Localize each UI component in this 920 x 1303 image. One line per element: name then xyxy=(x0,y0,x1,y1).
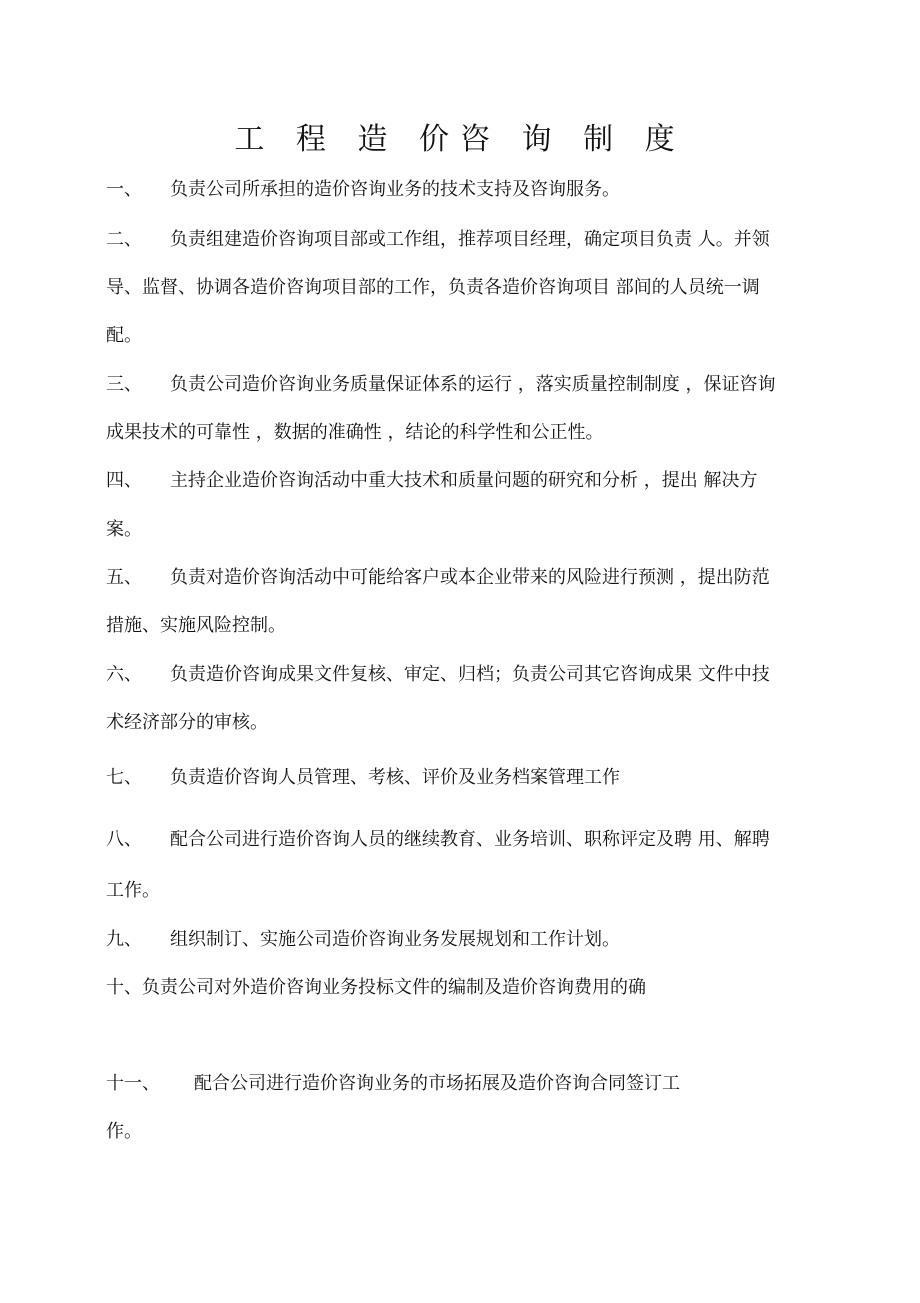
item-3-line-2: 成果技术的可靠性 ，数据的准确性 ，结论的科学性和公正性。 xyxy=(106,422,604,443)
item-5-line-2: 措施、实施风险控制。 xyxy=(106,615,286,636)
item-text: 负责造价咨询人员管理、考核、评价及业务档案管理工作 xyxy=(170,767,620,788)
item-text: 配合公司进行造价咨询业务的市场拓展及造价咨询合同签订工 xyxy=(194,1073,680,1094)
item-11-line-1 xyxy=(106,1071,680,1097)
item-number: 二、 xyxy=(106,229,142,250)
item-8-line-2: 工作。 xyxy=(106,880,160,901)
item-10-line-1 xyxy=(106,975,646,1001)
document-title: 工 程 造 价咨 询 制 度 xyxy=(234,122,686,157)
item-number: 四、 xyxy=(106,470,142,491)
item-2-line-1 xyxy=(106,227,770,253)
item-number: 十、 xyxy=(106,977,142,998)
item-9-line-1 xyxy=(106,927,620,953)
item-text: 负责公司造价咨询业务质量保证体系的运行 ，落实质量控制制度 ，保证咨询 xyxy=(170,374,776,395)
item-8-line-1 xyxy=(106,827,770,853)
item-number: 八、 xyxy=(106,829,142,850)
item-number: 一、 xyxy=(106,179,142,200)
item-3-line-1 xyxy=(106,372,775,398)
item-text: 负责造价咨询成果文件复核、审定、归档；负责公司其它咨询成果 文件中技 xyxy=(170,664,770,685)
item-6-line-2: 术经济部分的审核。 xyxy=(106,712,268,733)
item-number: 三、 xyxy=(106,374,142,395)
item-5-line-1 xyxy=(106,565,770,591)
item-number: 十一、 xyxy=(106,1073,160,1094)
item-number: 九、 xyxy=(106,929,142,950)
item-7-line-1 xyxy=(106,765,620,791)
item-number: 七、 xyxy=(106,767,142,788)
item-4-line-1 xyxy=(106,468,757,494)
item-text: 负责公司对外造价咨询业务投标文件的编制及造价咨询费用的确 xyxy=(142,977,646,998)
item-11-line-2: 作。 xyxy=(106,1121,142,1142)
item-6-line-1 xyxy=(106,662,770,688)
item-text: 主持企业造价咨询活动中重大技术和质量问题的研究和分析 ，提出 解决方 xyxy=(170,470,758,491)
item-text: 负责对造价咨询活动中可能给客户或本企业带来的风险进行预测 ，提出防范 xyxy=(170,567,770,588)
item-text: 负责组建造价咨询项目部或工作组，推荐项目经理，确定项目负责 人。并领 xyxy=(170,229,770,250)
item-number: 五、 xyxy=(106,567,142,588)
item-text: 组织制订、实施公司造价咨询业务发展规划和工作计划。 xyxy=(170,929,620,950)
item-text: 配合公司进行造价咨询人员的继续教育、业务培训、职称评定及聘 用、解聘 xyxy=(170,829,770,850)
item-1-line-1 xyxy=(106,177,620,203)
item-2-line-2: 导、监督、协调各造价咨询项目部的工作，负责各造价咨询项目 部间的人员统一调 xyxy=(106,277,760,298)
item-4-line-2: 案。 xyxy=(106,519,142,540)
item-number: 六、 xyxy=(106,664,142,685)
item-text: 负责公司所承担的造价咨询业务的技术支持及咨询服务。 xyxy=(170,179,620,200)
item-2-line-3: 配。 xyxy=(106,325,142,346)
